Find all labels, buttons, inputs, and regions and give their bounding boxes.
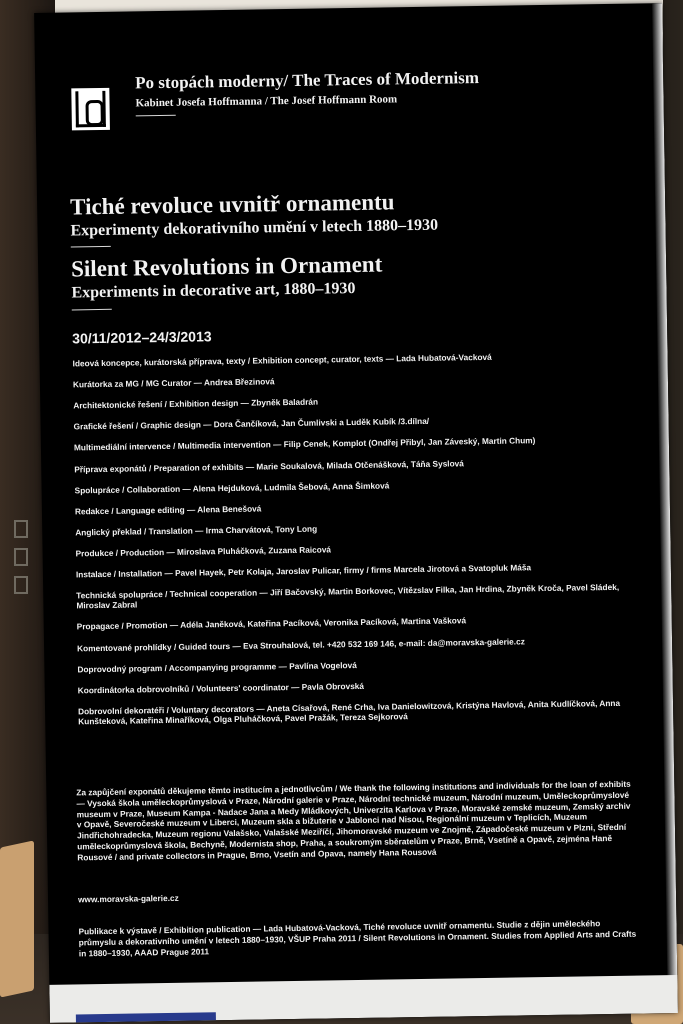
series-subtitle: Kabinet Josefa Hoffmanna / The Josef Hoffmann Room xyxy=(135,93,398,110)
divider xyxy=(72,309,112,311)
credits-list xyxy=(73,350,639,738)
exhibition-publication: Publikace k výstavě / Exhibition publication — Lada Hubatová-Vacková, Tiché revoluce uvnitř ornamentu. Studie z dějin uměleckého průmyslu a dekorativního umění v letech 1880–1930, VŠUP Praha 2011 / Silent Revolutions in Ornament. Studies from Applied Arts and Crafts in 1880–1930, AAAD Prague 2011 xyxy=(78,918,637,958)
website-link: www.moravska-galerie.cz xyxy=(77,892,179,905)
wall-frame xyxy=(14,520,28,538)
exhibition-panel xyxy=(34,3,678,1023)
moravska-galerie-logo xyxy=(71,88,110,131)
exhibition-subtitle-en: Experiments in decorative art, 1880–1930 xyxy=(71,279,356,302)
credit-line: Produkce / Production — Miroslava Pluháčková, Zuzana Raicová xyxy=(75,544,332,559)
credit-line: Technická spolupráce / Technical cooperation — Jiří Bačovský, Martin Borkovec, Vítězslav Filka, Jan Hrdina, Zbyněk Kroča, Pavel Sládek, Miroslav Zabral xyxy=(76,582,620,611)
exhibition-subtitle-cz: Experimenty dekorativního umění v letech 1880–1930 xyxy=(70,216,439,240)
credit-line: Dobrovolní dekoratéři / Voluntary decorators — Aneta Císařová, René Crha, Iva Danielowitzová, Kristýna Havlová, Anita Kudlíčková, Anna Kunšteková, Kateřina Minaříková, Olga Pluháčková, Pavel Pražák, Tereza Sejkorová xyxy=(78,697,621,727)
acknowledgements: Za zapůjčení exponátů děkujeme těmto institucím a jednotlivcům / We thank the following institutions and individuals for the loan of exhibits — Vysoká škola uměleckoprůmyslová v Praze, Národní galerie v Praze, Národní technické muzeum, Národní muzeum, Uměleckoprůmyslové museum v Praze, Museum Kampa - Nadace Jana a Medy Mládkových, Univerzita Karlova v Praze, Moravské zemské muzeum, Zemský archiv v Opavě, Severočeské muzeum v Liberci, Muzeum skla a bižuterie v Jablonci nad Nisou, Regionální muzeum v Teplicích, Muzeum Jindřichohradecka, Muzeum regionu Valašsko, Valašské Meziříčí, Jihomoravské muzeum ve Znojmě, Západočeské muzeum v Plzni, Střední uměleckoprůmyslová škola, Bechyně, Modernista shop, Praha, a soukromým sběratelům v Praze, Brně, Vsetíně a Opavě, zejména Haně Rousové / and private collectors in Prague, Brno, Vsetín and Opava, namely Hana Rousová xyxy=(76,778,631,863)
credit-line: Koordinátorka dobrovolníků / Volunteers' coordinator — Pavla Obrovská xyxy=(77,680,365,696)
divider xyxy=(71,246,111,248)
credit-line: Kurátorka za MG / MG Curator — Andrea Březinová xyxy=(72,376,275,390)
credit-line: Komentované prohlídky / Guided tours — Eva Strouhalová, tel. +420 532 169 146, e-mail: da@moravska-galerie.cz xyxy=(77,635,525,653)
credit-line: Grafické řešení / Graphic design — Dora Čančíková, Jan Čumlivski a Luděk Kubík /3.dílna/ xyxy=(73,416,430,432)
series-title: Po stopách moderny/ The Traces of Modernism xyxy=(135,68,480,93)
credit-line: Instalace / Installation — Pavel Hayek, Petr Kolaja, Jaroslav Pulicar, firmy / firms Marcela Jirotová a Svatopluk Máša xyxy=(75,562,532,580)
credit-line: Příprava exponátů / Preparation of exhibits — Marie Soukalová, Milada Otčenášková, Táňa Syslová xyxy=(74,457,464,474)
exhibition-title-en: Silent Revolutions in Ornament xyxy=(70,251,383,282)
wall-frame xyxy=(14,548,28,566)
credit-line: Spolupráce / Collaboration — Alena Hejduková, Ludmila Šebová, Anna Šimková xyxy=(74,480,390,496)
chair-left xyxy=(0,840,34,997)
wall-frame xyxy=(14,576,28,594)
divider xyxy=(136,115,176,117)
credit-line: Redakce / Language editing — Alena Benešová xyxy=(74,503,262,517)
credit-line: Doprovodný program / Accompanying programme — Pavlína Vogelová xyxy=(77,659,357,675)
credit-line: Multimediální intervence / Multimedia intervention — Filip Cenek, Komplot (Ondřej Přibyl, Jan Záveský, Martin Chum) xyxy=(73,435,536,453)
credit-line: Anglický překlad / Translation — Irma Charvátová, Tony Long xyxy=(75,523,318,538)
credit-line: Architektonické řešení / Exhibition design — Zbyněk Baladrán xyxy=(73,396,319,411)
credit-line: Propagace / Promotion — Adéla Janěková, Kateřina Pacíková, Veronika Pacíková, Martina Vašková xyxy=(76,615,467,632)
exhibition-dates: 30/11/2012–24/3/2013 xyxy=(72,328,212,347)
exhibition-title-cz: Tiché revoluce uvnitř ornamentu xyxy=(69,189,395,220)
logo-glyph-inner xyxy=(85,100,103,126)
credit-line: Ideová koncepce, kurátorská příprava, texty / Exhibition concept, curator, texts — Lada Hubatová-Vacková xyxy=(72,351,492,369)
